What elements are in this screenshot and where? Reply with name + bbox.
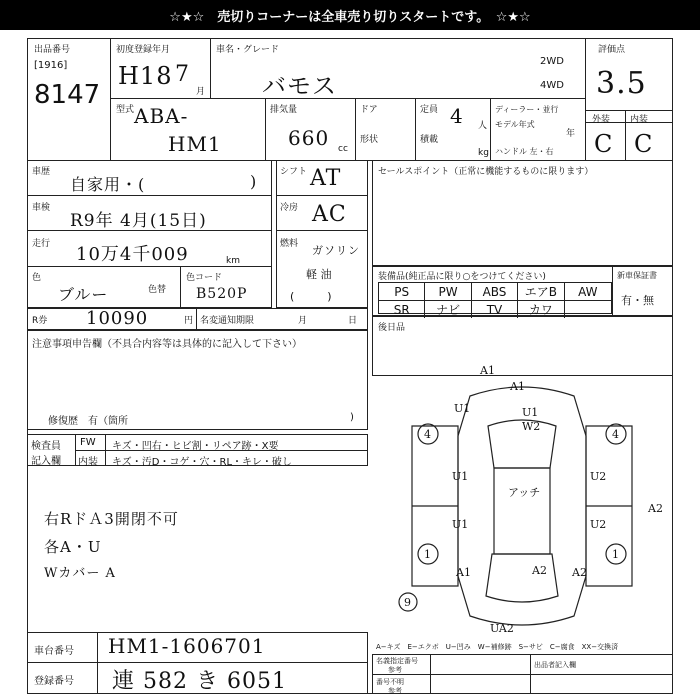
diagram-mark: U2 (590, 470, 607, 483)
model-year-unit: 年 (566, 129, 576, 139)
ext-value: C (594, 130, 614, 158)
divider (265, 98, 266, 160)
repair-close: ) (350, 412, 354, 423)
model-value-2: HM1 (168, 132, 222, 156)
history-type-value: 自家用・( (70, 175, 146, 194)
diagram-mark: 1 (424, 548, 431, 561)
equip-item: AW (565, 283, 611, 301)
color-value: ブルー (58, 285, 109, 304)
first-reg-label: 初度登録年月 (116, 45, 171, 55)
ac-value: AC (312, 202, 347, 227)
divider (180, 266, 181, 308)
divider (110, 38, 111, 160)
divider (196, 308, 197, 330)
diagram-mark: U1 (454, 402, 471, 415)
equip-item: PS (379, 283, 425, 301)
inspect-label: 車検 (32, 203, 51, 213)
first-reg-month: 7 (175, 62, 190, 87)
int-value: C (634, 130, 654, 158)
mileage-value: 10万4千009 (76, 244, 189, 265)
diagram-mark: W2 (522, 420, 541, 433)
drive-4wd: 4WD (540, 80, 564, 91)
roof (494, 468, 550, 554)
ext-label: 外装 (592, 115, 611, 125)
notes-label: 注意事項申告欄（不具合内容等は具体的に記入して下さい） (32, 339, 302, 350)
divider (27, 662, 368, 663)
diagram-mark: U1 (452, 518, 469, 531)
divider (585, 38, 586, 160)
ref3-label: 番号不明 (376, 678, 404, 686)
recycle-row (27, 308, 368, 330)
inspector-label-1: 検査員 (31, 441, 61, 452)
disp-value: 660 (288, 126, 330, 150)
diagram-mark: UA2 (490, 622, 514, 635)
history-type-label: 車歴 (32, 167, 51, 177)
ref3b-label: 参考 (388, 687, 402, 695)
model-value-1: ABA- (134, 104, 189, 128)
inspect-value: R9年 4月(15日) (70, 211, 207, 231)
color-label: 色 (32, 273, 42, 283)
cap-value: 4 (450, 104, 464, 128)
cap-unit: 人 (478, 121, 488, 131)
diagram-mark: 4 (612, 428, 619, 441)
mileage-unit: km (226, 256, 240, 266)
first-reg-value: H18 (118, 62, 173, 90)
chassis-value: HM1-1606701 (108, 634, 266, 658)
reg-value: 連 582 き 6051 (112, 669, 287, 694)
divider (27, 266, 272, 267)
divider (625, 110, 626, 160)
recycle-label: R券 (32, 316, 48, 326)
divider (372, 674, 673, 675)
equip-item: ABS (472, 283, 518, 301)
recycle-unit: 円 (184, 316, 194, 326)
color-code-label: 色コード (186, 273, 223, 283)
fuel-alt: 軽 油 (306, 268, 332, 281)
divider (110, 98, 585, 99)
diagram-mark: U1 (452, 470, 469, 483)
diagram-mark: A1 (456, 566, 471, 579)
shape-label: 形状 (360, 135, 379, 145)
diagram-mark: 9 (404, 596, 411, 609)
repaint-label: 色替 (148, 285, 167, 295)
warranty-value: 有・無 (621, 294, 654, 307)
shift-label: シフト (280, 167, 308, 177)
door-label: ドア (360, 105, 378, 115)
divider (490, 98, 491, 160)
divider (612, 266, 613, 316)
lot-number: 8147 (34, 80, 101, 110)
remark-line-2: 各A・U (44, 538, 102, 556)
fuel-other: ( ) (290, 290, 332, 303)
diagram-legend: A−キズ E−エクボ U−凹み W−補修跡 S−サビ C−腐食 XX−交換済 (376, 643, 619, 651)
equip-item: ナビ (425, 301, 471, 318)
diagram-mark: アッチ (508, 486, 541, 499)
handle-label: ハンドル 左・右 (495, 147, 554, 156)
ac-label: 冷房 (280, 203, 299, 213)
equip-item: SR (379, 301, 425, 318)
diagram-mark: A2 (648, 502, 663, 515)
divider (97, 632, 98, 694)
load-unit: kg (478, 148, 489, 158)
notice-month-unit: 月 (298, 316, 308, 326)
lot-label: 出品番号 (34, 45, 71, 55)
inspector-int: 内装 (78, 457, 98, 468)
diagram-mark: 4 (424, 428, 431, 441)
equip-item: TV (472, 301, 518, 318)
rear-window (486, 554, 558, 602)
inspector-fw: FW (80, 437, 96, 448)
dealer-label: ディーラー・並行 (495, 105, 559, 114)
disp-unit: cc (338, 144, 348, 154)
color-code-value: B520P (196, 286, 248, 302)
eval-label: 評価点 (598, 45, 626, 55)
fuel-value: ガソリン (312, 244, 360, 257)
divider (276, 230, 368, 231)
remark-line-1: 右RドＡ3開閉不可 (44, 510, 179, 528)
diagram-mark: U2 (590, 518, 607, 531)
top-banner: ☆★☆ 売切りコーナーは全車売り切りスタートです。 ☆★☆ (0, 0, 700, 30)
divider (585, 110, 673, 111)
model-label: 型式 (116, 105, 135, 115)
fuel-label: 燃料 (280, 239, 299, 249)
repair-label: 修復歴 有（箇所 (48, 416, 128, 427)
equip-item: エアB (518, 283, 564, 301)
sales-point-label: セールスポイント（正常に機能するものに限ります） (378, 167, 594, 177)
equip-item: PW (425, 283, 471, 301)
shift-value: AT (310, 166, 342, 191)
chassis-label: 車台番号 (34, 646, 74, 657)
diagram-mark: A2 (572, 566, 587, 579)
diagram-mark: A2 (532, 564, 547, 577)
drive-2wd: 2WD (540, 56, 564, 67)
month-unit: 月 (196, 87, 206, 97)
equipment-grid (378, 282, 612, 317)
attachments-label: 後日品 (378, 323, 406, 333)
divider (530, 654, 531, 694)
ref1b-label: 参考 (388, 666, 402, 674)
equip-item: カワ (518, 301, 564, 318)
divider (210, 38, 211, 98)
inspector-label-2: 記入欄 (31, 456, 61, 467)
divider (276, 195, 368, 196)
load-label: 積載 (420, 135, 439, 145)
lot-code: [1916] (34, 60, 68, 71)
name-label: 車名・グレード (216, 45, 280, 55)
ref2-label: 出品者記入欄 (534, 661, 576, 669)
cap-label: 定員 (420, 105, 439, 115)
int-label: 内装 (630, 115, 649, 125)
inspector-fw-text: キズ・凹右・ヒビ割・リペア跡・X要 (112, 441, 279, 452)
disp-label: 排気量 (270, 105, 298, 115)
diagram-mark: 1 (612, 548, 619, 561)
inspector-int-text: キズ・汚D・コゲ・穴・RL・キレ・破し (112, 457, 292, 468)
divider (355, 98, 356, 160)
diagram-mark: A1 (480, 364, 495, 377)
car-damage-diagram (372, 364, 673, 638)
notice-label: 名変通知期限 (200, 316, 255, 326)
reg-label: 登録番号 (34, 676, 74, 687)
recycle-value: 10090 (86, 308, 149, 329)
ref1-label: 名義指定番号 (376, 657, 418, 665)
model-year-label: モデル年式 (495, 120, 535, 129)
diagram-mark: A1 (510, 380, 525, 393)
equipment-label: 装備品(純正品に限り○をつけてください) (378, 272, 546, 282)
history-type-close: ) (250, 172, 258, 191)
diagram-mark: U1 (522, 406, 539, 419)
divider (415, 98, 416, 160)
remark-line-3: Wカバー A (44, 566, 116, 581)
name-value: バモス (262, 72, 337, 100)
divider (430, 654, 431, 694)
mileage-label: 走行 (32, 239, 51, 249)
eval-value: 3.5 (596, 66, 647, 101)
warranty-label: 新車保証書 (617, 271, 657, 280)
notice-day-unit: 日 (348, 316, 358, 326)
attachments-block (372, 316, 673, 376)
divider (27, 195, 272, 196)
